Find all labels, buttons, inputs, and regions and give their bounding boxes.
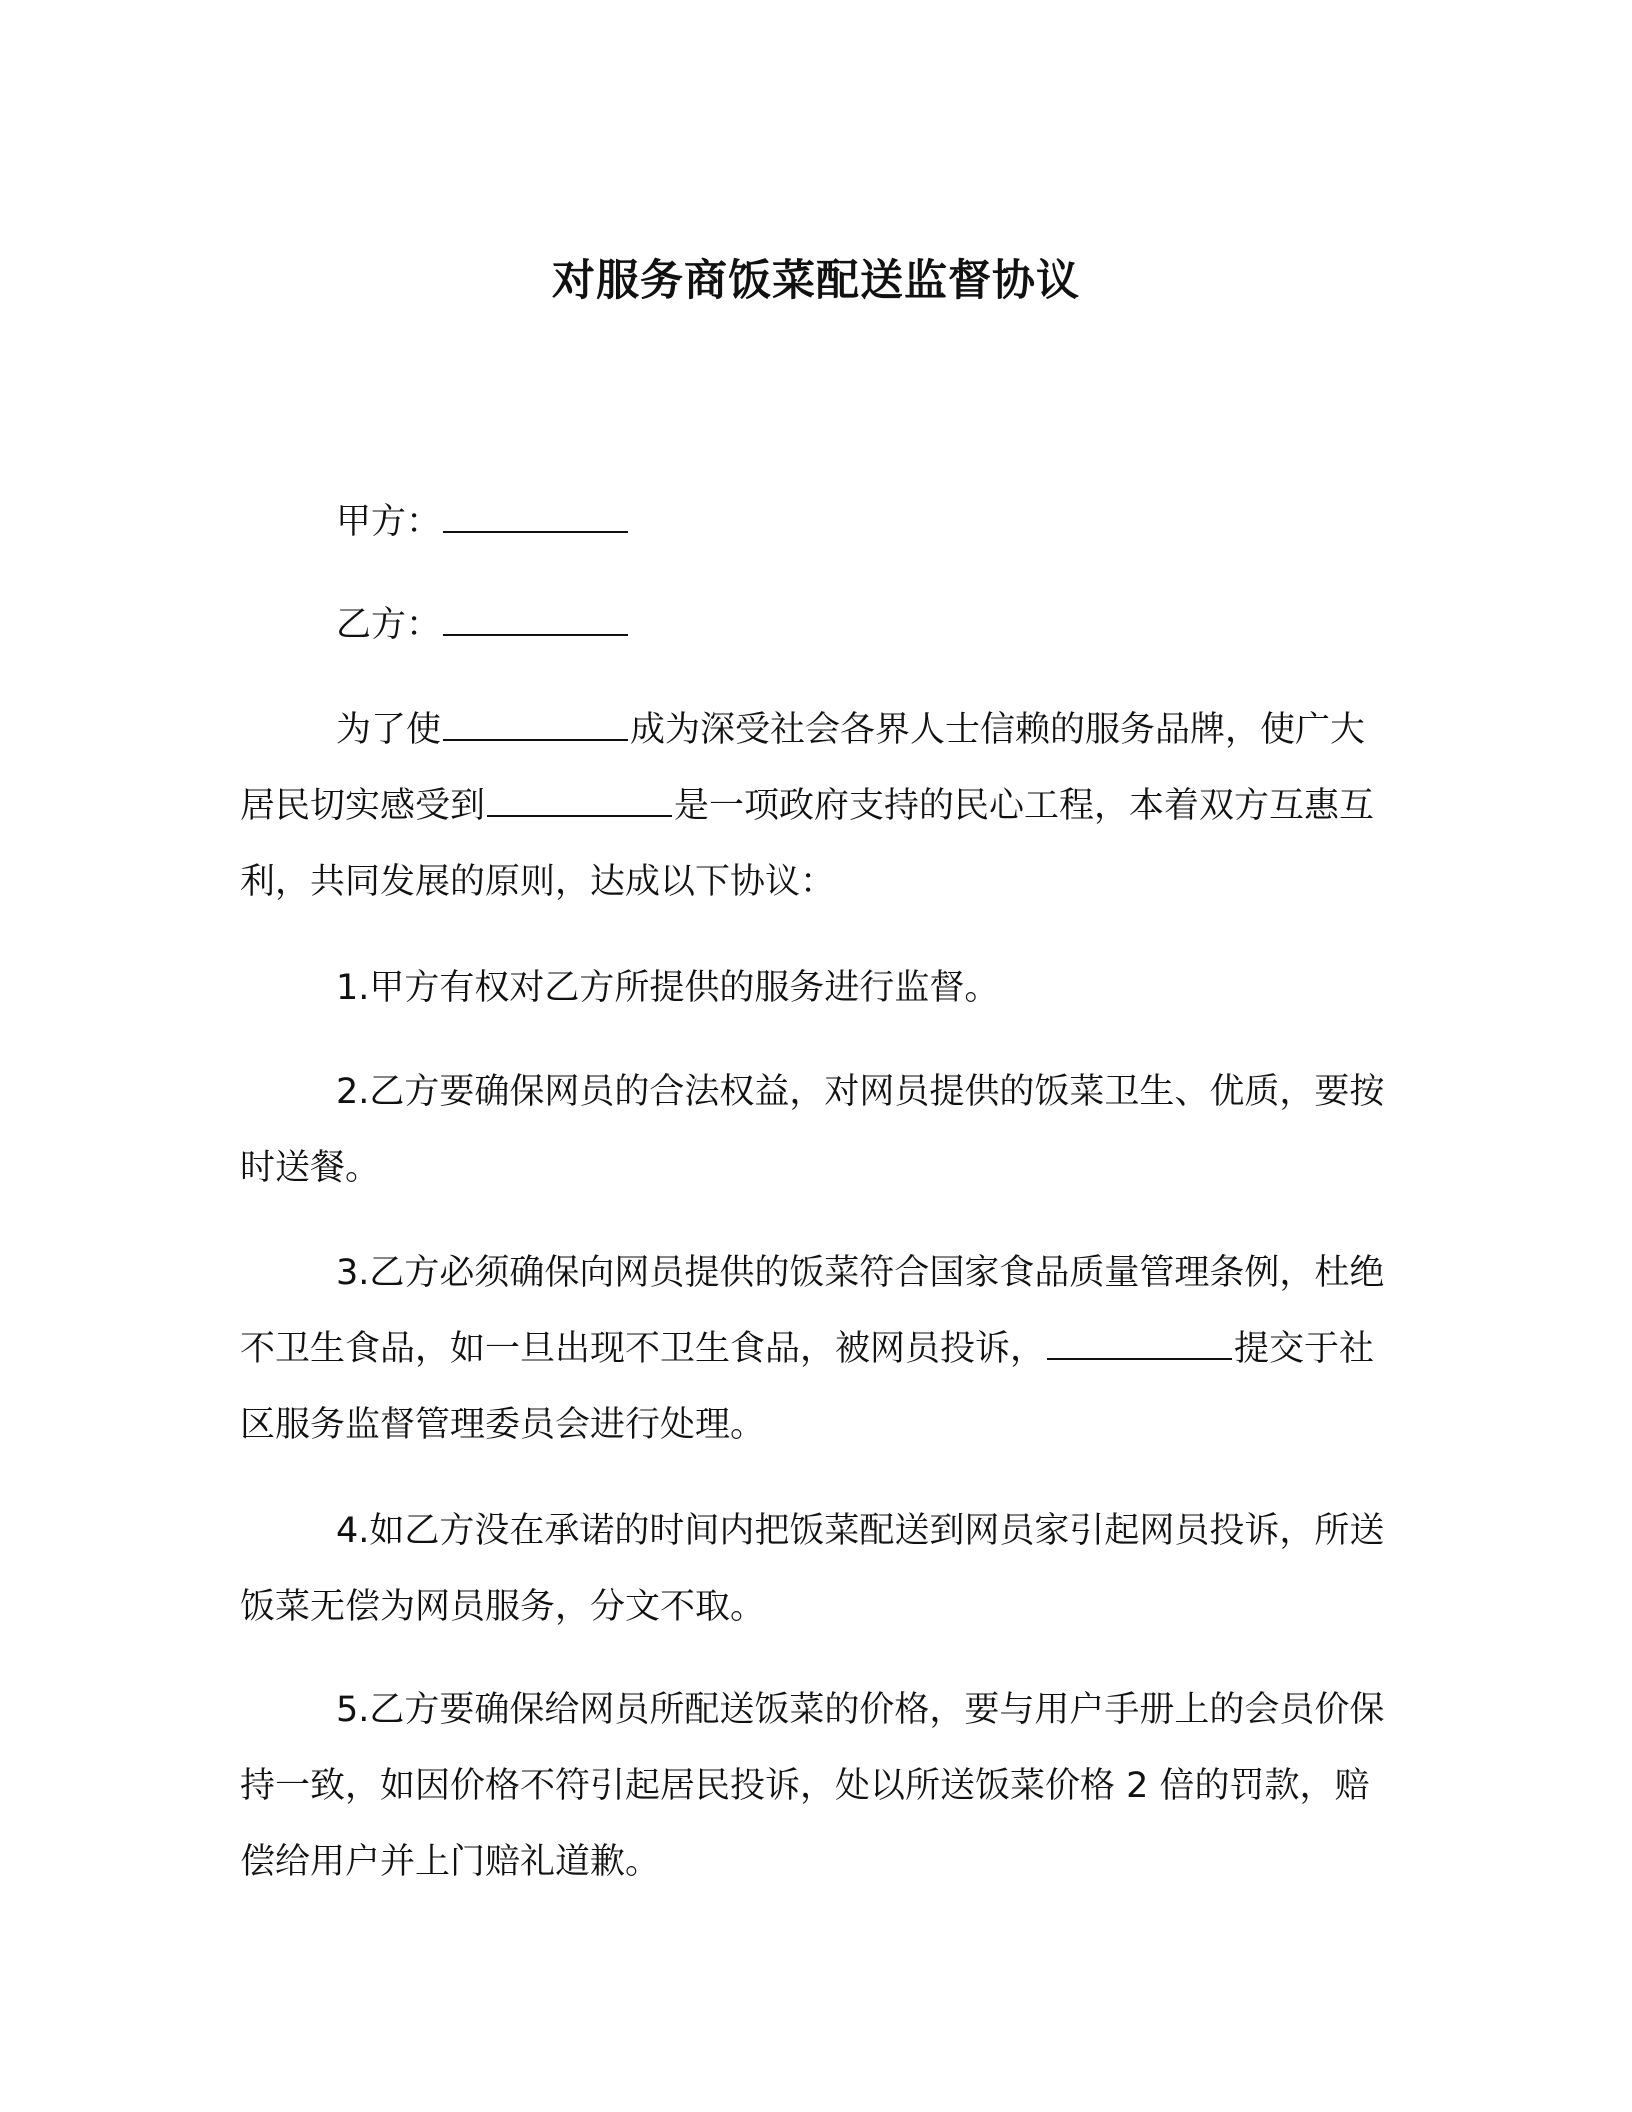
intro-paragraph xyxy=(240,692,1390,920)
clause-3 xyxy=(240,1235,1390,1463)
clause-3-text-1: 3.乙方必须确保向网员提供的饭菜符合国家食品质量管理条例，杜绝不卫生食品，如一旦出现不卫生食品，被网员投诉， xyxy=(240,1253,1385,1369)
clause-3-blank xyxy=(1047,1328,1232,1360)
party-a-blank xyxy=(443,501,628,533)
document-title: 对服务商饭菜配送监督协议 xyxy=(552,255,1080,306)
intro-text-3: 是一项政府支持的民心工程，本着双方互惠互利，共同发展的原则，达成以下协议： xyxy=(240,786,1375,902)
party-a-label: 甲方： xyxy=(336,502,442,542)
clause-2: 2.乙方要确保网员的合法权益，对网员提供的饭菜卫生、优质，要按时送餐。 xyxy=(240,1072,1385,1188)
clause-5: 5.乙方要确保给网员所配送饭菜的价格，要与用户手册上的会员价保持一致，如因价格不符引起居民投诉，处以所送饭菜价格 2 倍的罚款，赔偿给用户并上门赔礼道歉。 xyxy=(240,1690,1385,1882)
clause-3-text-2: 提交于社区服务监督管理委员会进行处理。 xyxy=(240,1329,1375,1445)
party-b-label: 乙方： xyxy=(336,605,442,645)
intro-blank-2 xyxy=(487,785,672,817)
party-a-line xyxy=(240,484,1390,560)
clause-1: 1.甲方有权对乙方所提供的服务进行监督。 xyxy=(336,968,1000,1008)
party-b-blank xyxy=(443,604,628,636)
clause-4: 4.如乙方没在承诺的时间内把饭菜配送到网员家引起网员投诉，所送饭菜无偿为网员服务，分文不取。 xyxy=(240,1511,1385,1627)
intro-text-1: 为了使 xyxy=(336,710,442,750)
intro-text-2: 成为深受社会各界人士信赖的服务品牌，使广大居民切实感受到 xyxy=(240,710,1366,826)
party-b-line xyxy=(240,587,1390,663)
intro-blank-1 xyxy=(443,709,628,741)
